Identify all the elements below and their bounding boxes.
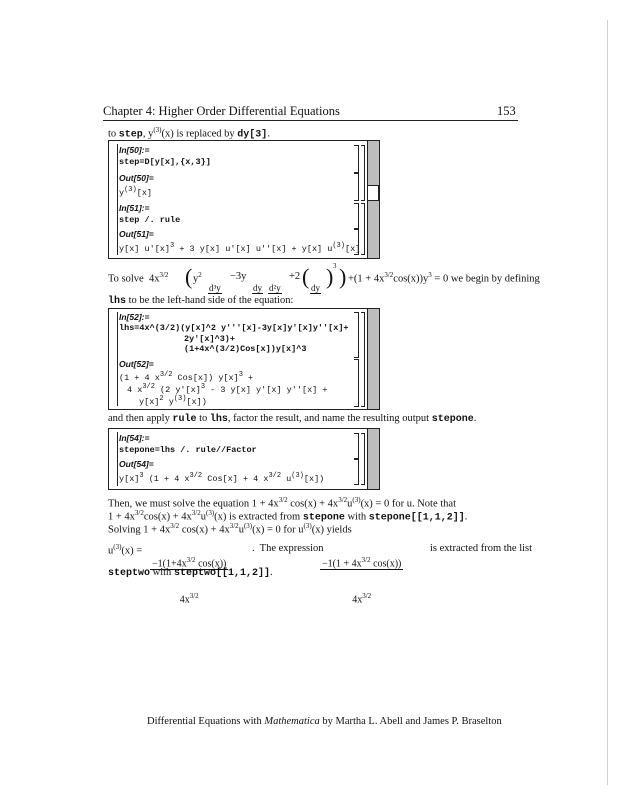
para-steptwo: steptwo with steptwo[[1,1,2]]. <box>108 567 273 579</box>
in51-code[interactable]: step /. rule <box>119 215 181 225</box>
in52-code-line1[interactable]: lhs=4x^(3/2)(y[x]^2 y'''[x]-3y[x]y'[x]y''[x]+ <box>119 323 349 333</box>
in51-label: In[51]:= <box>119 203 150 213</box>
footer-citation: Differential Equations with Mathematica by Martha L. Abell and James P. Braselton <box>147 716 502 727</box>
cell-bracket[interactable] <box>354 203 359 229</box>
out52-line1: (1 + 4 $x^{3/2}$ Cos[x]) $y[x]^3$ + <box>119 371 254 383</box>
out54-value: $y[x]^3$ (1 + 4 $x^{3/2}$ Cos[x] + 4 $x^{3/2}$ $u^{(3)}[x]$) <box>119 472 325 484</box>
out50-value: $y^{(3)}[x]$ <box>119 186 153 198</box>
in54-label: In[54]:= <box>119 433 150 443</box>
page-edge-rule <box>607 20 608 785</box>
group-bracket[interactable] <box>361 312 365 407</box>
notebook-cell-group-3[interactable] <box>108 428 380 490</box>
scrollbar[interactable] <box>367 309 379 409</box>
ode-statement: To solve $4x^{3/2}$ ( $y^2$ d³y −3y dy d²y +2 ( dy ) 3 ) $+(1 + 4x^{3/2}\cos(x))y^3 = 0$ we begin by defining <box>108 262 540 293</box>
para-apply-rule: and then apply rule to lhs, factor the result, and name the resulting output stepone. <box>108 413 477 425</box>
cell-bracket[interactable] <box>354 229 359 255</box>
cell-bracket[interactable] <box>354 145 359 173</box>
cell-bracket[interactable] <box>354 459 359 485</box>
out52-label: Out[52]= <box>119 359 154 369</box>
in50-code[interactable]: step=D[y[x],{x,3}] <box>119 157 211 167</box>
page-number: 153 <box>497 104 516 118</box>
header-rule <box>103 120 518 121</box>
in50-label: In[50]:= <box>119 145 150 155</box>
notebook-cell-group-2[interactable] <box>108 308 380 410</box>
out51-label: Out[51]= <box>119 229 154 239</box>
para-solve-line1: Then, we must solve the equation $1 + 4x^{3/2}$ $\cos(x) + 4x^{3/2}u^{(3)}(x) = 0$ for u. Note that <box>108 496 457 510</box>
out51-value: y[x] $u'[x]^3 + 3$ y[x] u'[x] u''[x] + y[x] $u^{(3)}[x]$ <box>119 242 361 254</box>
group-bracket[interactable] <box>361 203 365 255</box>
out52-line2: 4 $x^{3/2}$ (2 $y'[x]^3 - 3$ y[x] y'[x] y''[x] + <box>127 383 328 395</box>
scrollbar-thumb[interactable] <box>367 185 379 201</box>
in52-code-line3[interactable]: (1+4x^(3/2)Cos[x])y[x]^3 <box>184 344 307 354</box>
scrollbar[interactable] <box>367 141 379 258</box>
para-step-replaced: to step, $y^{(3)}(x)$ is replaced by dy[3]. <box>108 126 270 141</box>
para-solve-line2: $1 + 4x^{3/2}\cos(x) + 4x^{3/2}u^{(3)}(x)$ is extracted from stepone with stepone[[1,1,2]]. <box>108 509 468 524</box>
solution-expression: $u^{(3)}(x)$ = $-1(1+4x^{3/2}$ cos(x)) $4x^{3/2}$ . The expression $-1(1 + 4x^{3/2}$ cos(x)) $4x^{3/2}$ is extracted from the list <box>108 543 533 606</box>
cell-bracket[interactable] <box>354 359 359 407</box>
out52-line3: $y[x]^2$ $y^{(3)}[x]$) <box>139 395 207 407</box>
in52-code-line2[interactable]: 2y'[x]^3)+ <box>184 334 236 344</box>
notebook-cell-group-1[interactable] <box>108 140 380 259</box>
scrollbar[interactable] <box>367 429 379 489</box>
in54-code[interactable]: stepone=lhs /. rule//Factor <box>119 445 257 455</box>
group-bracket[interactable] <box>361 145 365 201</box>
in52-label: In[52]:= <box>119 312 150 322</box>
out50-label: Out[50]= <box>119 173 154 183</box>
chapter-title: Chapter 4: Higher Order Differential Equations <box>103 104 340 118</box>
group-bracket[interactable] <box>361 433 365 485</box>
para-solve-line3: Solving $1 + 4x^{3/2}$ $\cos(x) + 4x^{3/2}u^{(3)}(x) = 0$ for $u^{(3)}(x)$ yields <box>108 522 352 536</box>
out54-label: Out[54]= <box>119 459 154 469</box>
cell-bracket[interactable] <box>354 312 359 358</box>
cell-bracket[interactable] <box>354 173 359 201</box>
para-define-lhs: lhs to be the left-hand side of the equation: <box>108 295 294 307</box>
cell-bracket[interactable] <box>354 433 359 459</box>
